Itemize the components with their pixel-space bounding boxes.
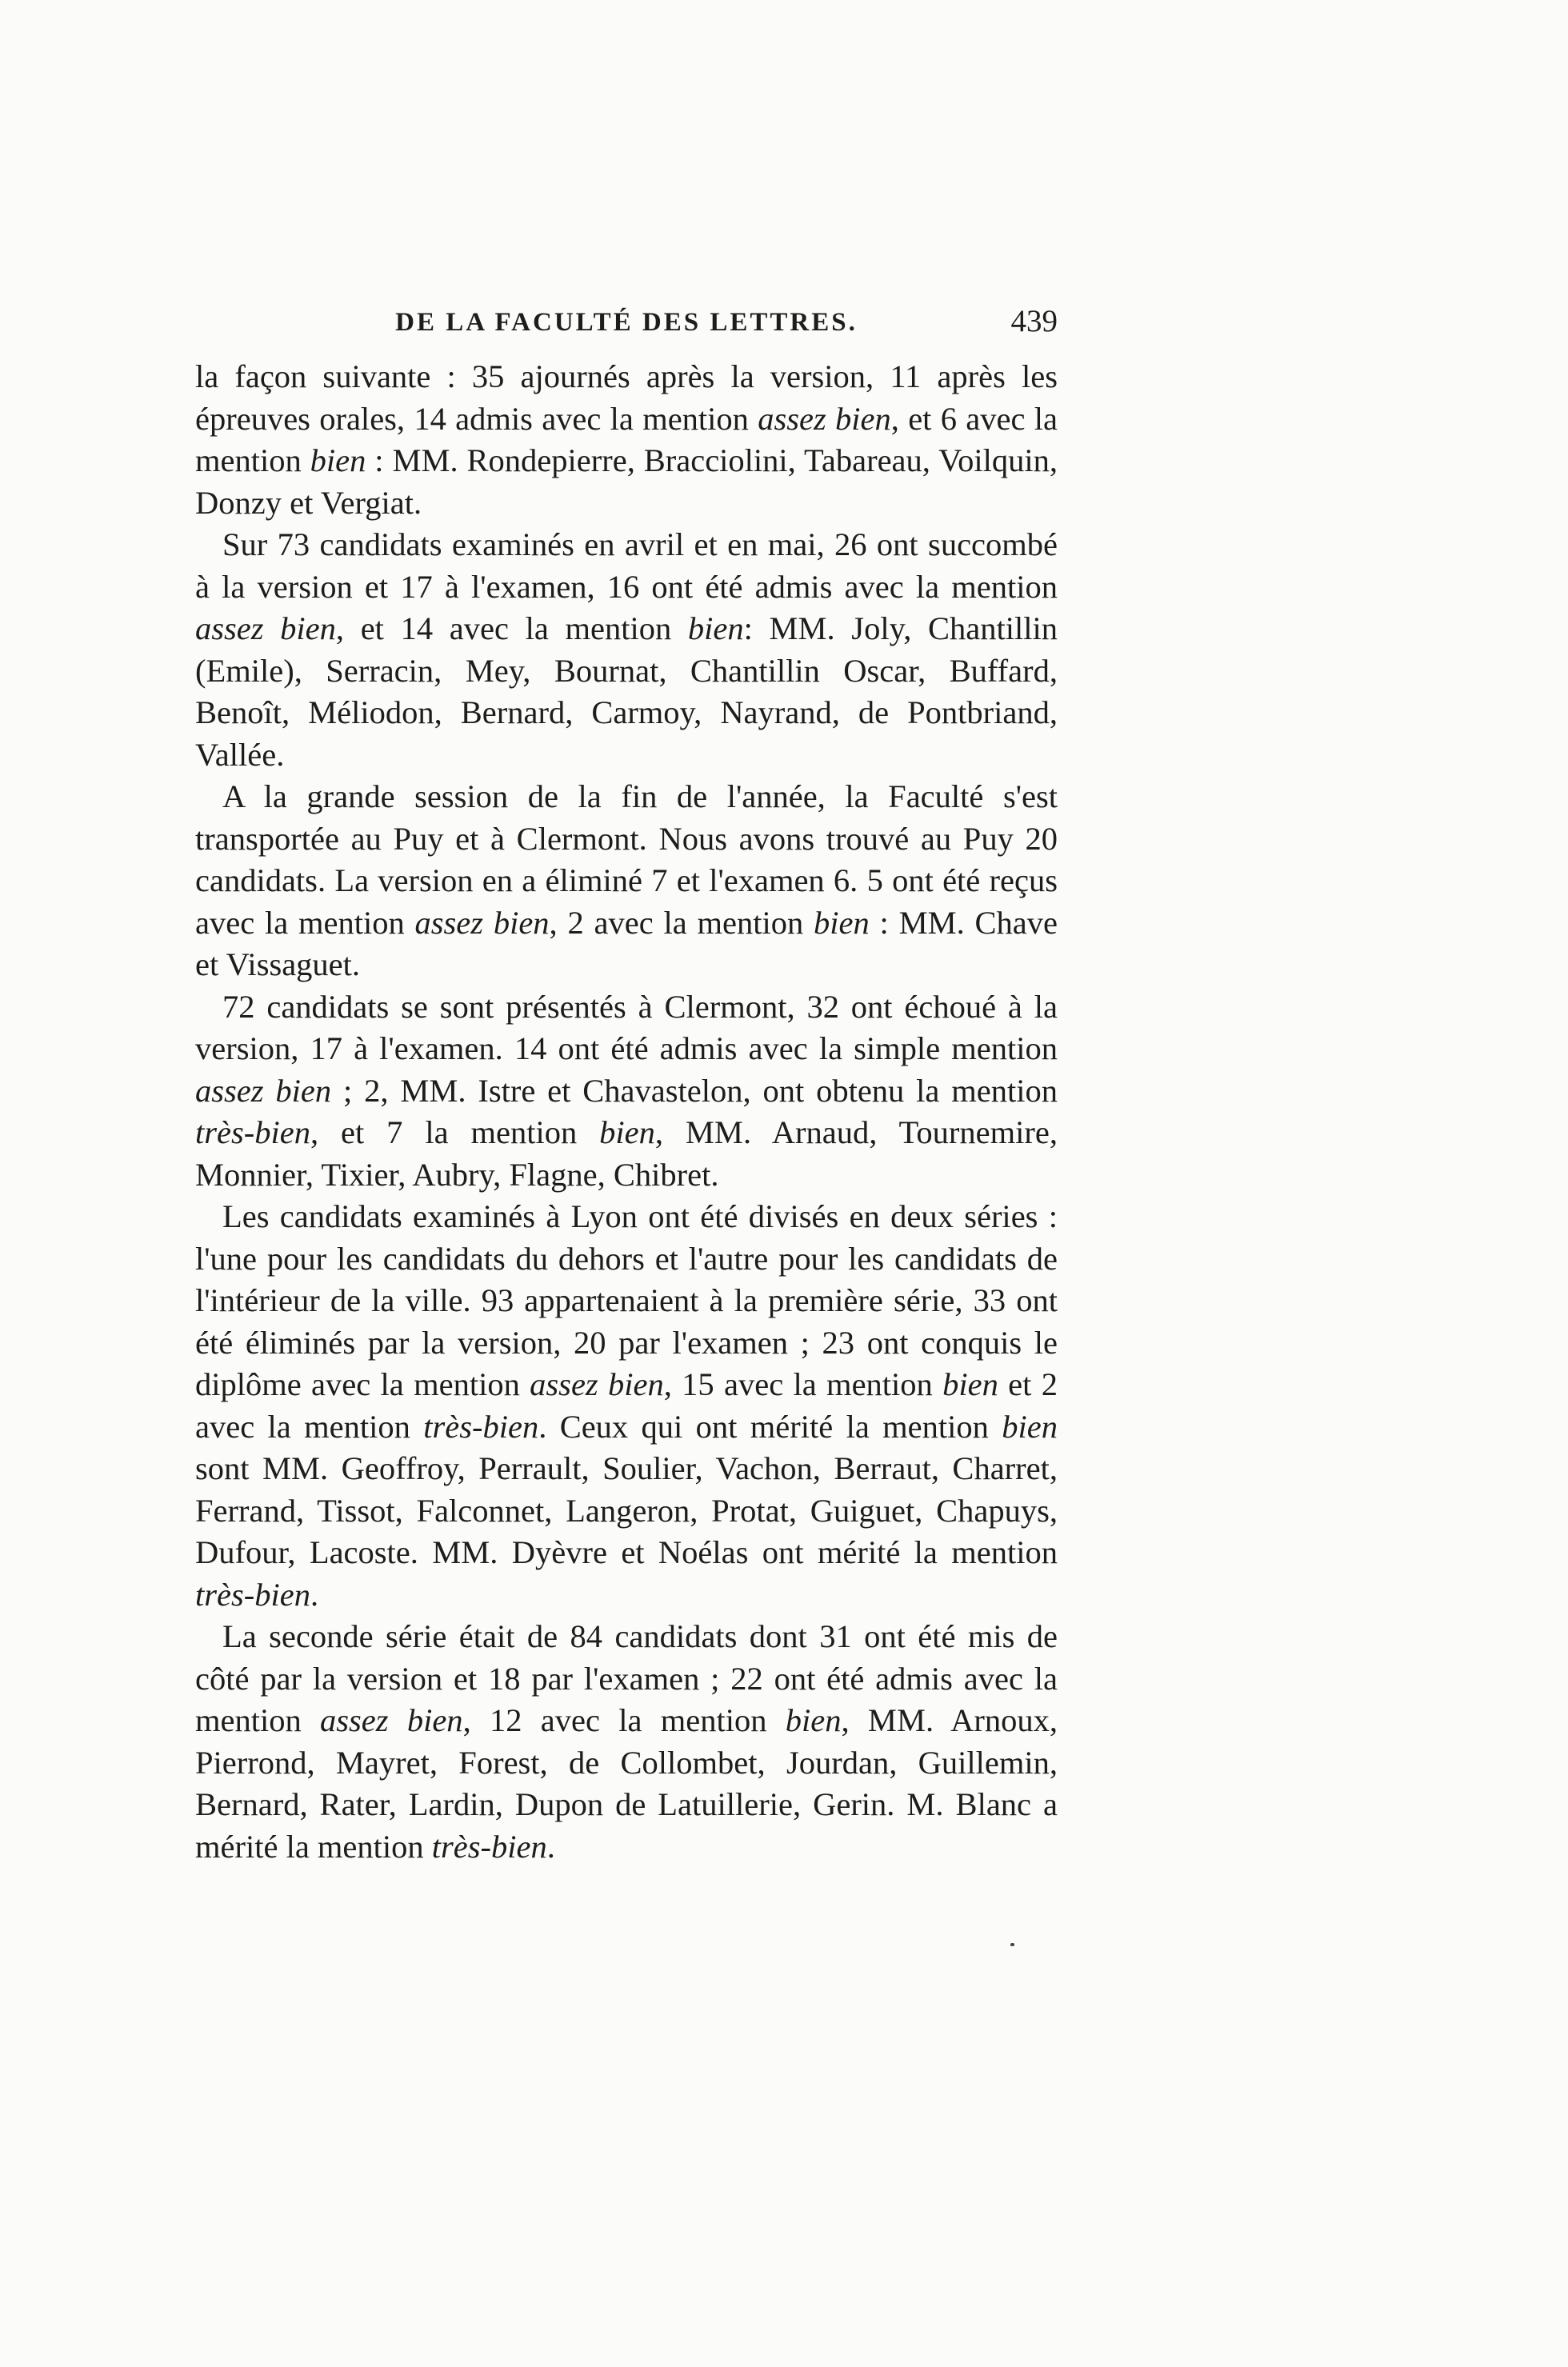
italic-term: bien bbox=[942, 1366, 998, 1402]
italic-term: très-bien bbox=[195, 1576, 310, 1613]
text-run: , 12 avec la mention bbox=[462, 1702, 786, 1738]
text-run: : MM. Joly, Chantillin (Emile), Serracin, Mey, Bournat, Chantillin Oscar, Buffard, Benoît, Méliodon, Bernard, Carmoy, Nayrand, de Pontbriand, Vallée. bbox=[195, 610, 1058, 773]
italic-term: bien bbox=[1002, 1408, 1058, 1445]
italic-term: très-bien bbox=[423, 1408, 539, 1445]
italic-term: assez bien bbox=[195, 610, 336, 646]
text-run: Les candidats examinés à Lyon ont été divisés en deux séries : l'une pour les candidats du dehors et l'autre pour les candidats de l'intérieur de la ville. 93 appartenaient à la première série, 33 ont été éliminés par la version, 20 par l'examen ; 23 ont conquis le diplôme avec la mention bbox=[195, 1198, 1058, 1402]
text-run: , et 14 avec la mention bbox=[335, 610, 688, 646]
text-run: : MM. Rondepierre, Bracciolini, Tabareau, Voilquin, Donzy et Vergiat. bbox=[195, 442, 1058, 521]
text-run: 72 candidats se sont présentés à Clermont, 32 ont échoué à la version, 17 à l'examen. 14 ont été admis avec la simple mention bbox=[195, 988, 1058, 1066]
text-run: sont MM. Geoffroy, Perrault, Soulier, Vachon, Berraut, Charret, Ferrand, Tissot, Falconnet, Langeron, Protat, Guiguet, Chapuys, Dufour, Lacoste. MM. Dyèvre et Noélas ont mérité la mention bbox=[195, 1450, 1058, 1570]
italic-term: bien bbox=[785, 1702, 842, 1738]
print-speck bbox=[1010, 1943, 1014, 1946]
running-head-title: DE LA FACULTÉ DES LETTRES. bbox=[395, 308, 858, 337]
italic-term: assez bien bbox=[195, 1072, 332, 1109]
text-run: , MM. Arnaud, Tournemire, Monnier, Tixier, Aubry, Flagne, Chibret. bbox=[195, 1114, 1058, 1193]
italic-term: très-bien bbox=[195, 1114, 310, 1150]
body-text bbox=[195, 356, 1058, 1868]
text-run: et 2 avec la mention bbox=[195, 1366, 1058, 1445]
italic-term: assez bien bbox=[320, 1702, 463, 1738]
paragraph bbox=[195, 356, 1058, 524]
text-run: A la grande session de la fin de l'année, la Faculté s'est transportée au Puy et à Clermont. Nous avons trouvé au Puy 20 candidats. La version en a éliminé 7 et l'examen 6. 5 ont été reçus avec la mention bbox=[195, 778, 1058, 941]
paragraph bbox=[195, 1616, 1058, 1868]
text-run: , et 6 avec la mention bbox=[195, 400, 1058, 478]
italic-term: bien bbox=[687, 610, 744, 646]
text-run: Sur 73 candidats examinés en avril et en mai, 26 ont succombé à la version et 17 à l'examen, 16 ont été admis avec la mention bbox=[195, 526, 1058, 605]
italic-term: bien bbox=[599, 1114, 655, 1150]
italic-term: assez bien bbox=[530, 1366, 664, 1402]
text-run: . Ceux qui ont mérité la mention bbox=[538, 1408, 1002, 1445]
text-run: : MM. Chave et Vissaguet. bbox=[195, 904, 1058, 982]
italic-term: très-bien bbox=[431, 1828, 547, 1865]
text-run: la façon suivante : 35 ajournés après la version, 11 après les épreuves orales, 14 admis avec la mention bbox=[195, 358, 1058, 437]
italic-term: bien bbox=[814, 904, 870, 941]
text-run: . bbox=[546, 1828, 555, 1865]
paragraph bbox=[195, 1196, 1058, 1616]
paragraph bbox=[195, 776, 1058, 986]
text-run: , et 7 la mention bbox=[310, 1114, 600, 1150]
paragraph bbox=[195, 986, 1058, 1197]
text-run: ; 2, MM. Istre et Chavastelon, ont obtenu la mention bbox=[331, 1072, 1058, 1109]
italic-term: assez bien bbox=[414, 904, 550, 941]
text-run: . bbox=[310, 1576, 319, 1613]
italic-term: assez bien bbox=[758, 400, 891, 437]
text-run: , MM. Arnoux, Pierrond, Mayret, Forest, de Collombet, Jourdan, Guillemin, Bernard, Rater, Lardin, Dupon de Latuillerie, Gerin. M. Blanc a mérité la mention bbox=[195, 1702, 1058, 1865]
running-head bbox=[195, 304, 1058, 356]
text-run: , 15 avec la mention bbox=[663, 1366, 943, 1402]
page-number: 439 bbox=[1010, 304, 1058, 338]
paragraph bbox=[195, 524, 1058, 776]
italic-term: bien bbox=[310, 442, 366, 478]
text-run: , 2 avec la mention bbox=[549, 904, 814, 941]
book-page bbox=[195, 304, 1058, 1868]
text-run: La seconde série était de 84 candidats dont 31 ont été mis de côté par la version et 18 par l'examen ; 22 ont été admis avec la mention bbox=[195, 1618, 1058, 1738]
